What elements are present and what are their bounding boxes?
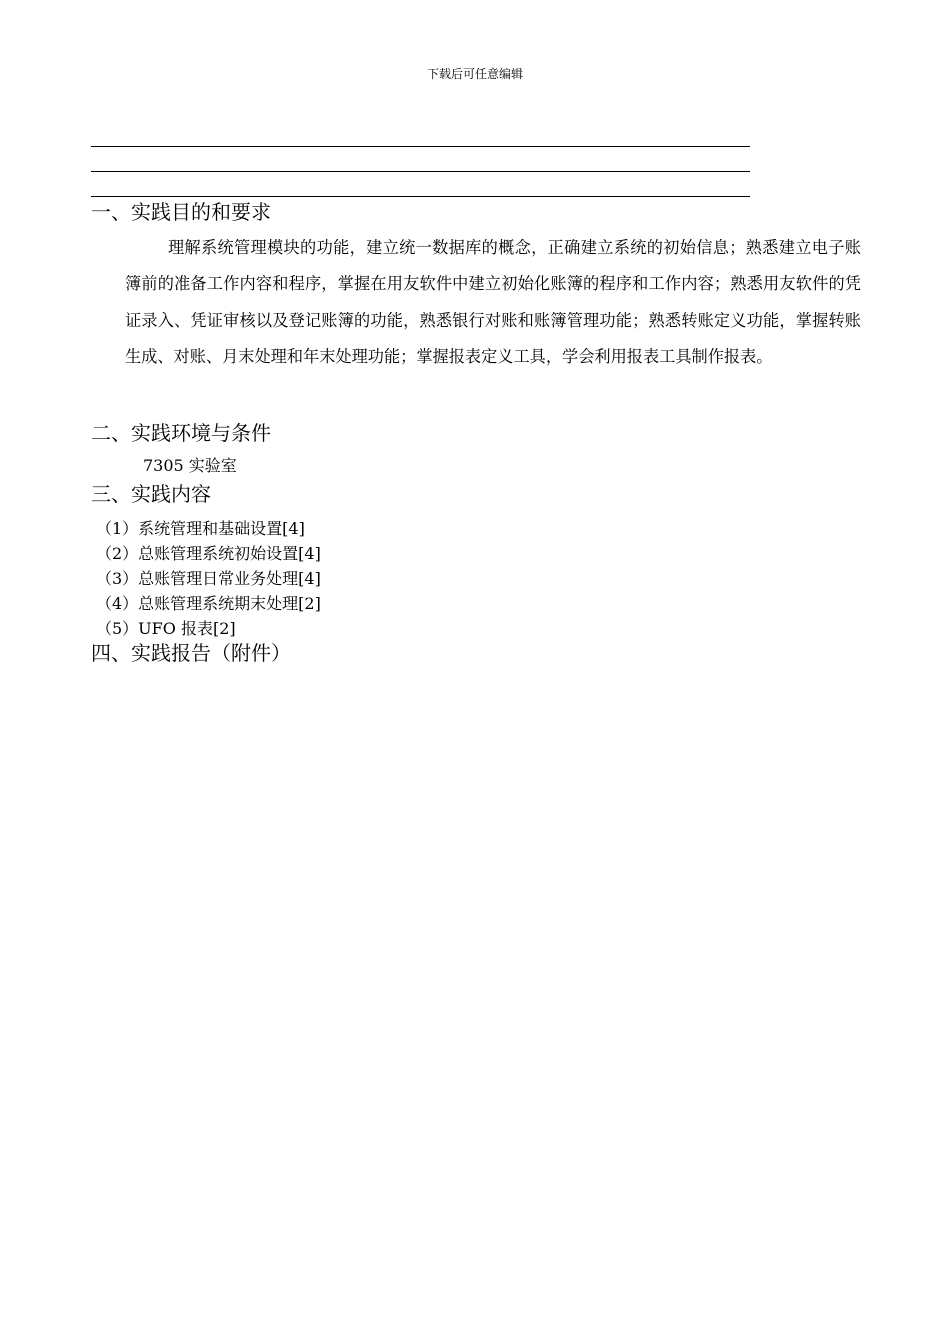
section-heading-environment: 二、实践环境与条件 — [91, 421, 271, 445]
section-heading-objectives: 一、实践目的和要求 — [91, 200, 271, 224]
section-heading-report: 四、实践报告（附件） — [91, 641, 291, 665]
content-item-4: （4）总账管理系统期末处理[2] — [96, 594, 321, 613]
content-list — [96, 516, 321, 641]
blank-line-2 — [91, 171, 750, 172]
objectives-paragraph: 理解系统管理模块的功能，建立统一数据库的概念，正确建立系统的初始信息；熟悉建立电子账簿前的准备工作内容和程序，掌握在用友软件中建立初始化账簿的程序和工作内容；熟悉用友软件的凭证录入、凭证审核以及登记账簿的功能，熟悉银行对账和账簿管理功能；熟悉转账定义功能，掌握转账生成、对账、月末处理和年末处理功能；掌握报表定义工具，学会利用报表工具制作报表。 — [125, 238, 861, 367]
blank-line-1 — [91, 146, 750, 147]
blank-line-3 — [91, 196, 750, 197]
content-item-1: （1）系统管理和基础设置[4] — [96, 519, 305, 538]
environment-text: 7305 实验室 — [143, 456, 237, 475]
content-item-5: （5）UFO 报表[2] — [96, 619, 236, 638]
page-header-note: 下载后可任意编辑 — [426, 67, 523, 81]
content-item-3: （3）总账管理日常业务处理[4] — [96, 569, 321, 588]
content-item-2: （2）总账管理系统初始设置[4] — [96, 544, 321, 563]
section-heading-content: 三、实践内容 — [91, 482, 211, 506]
